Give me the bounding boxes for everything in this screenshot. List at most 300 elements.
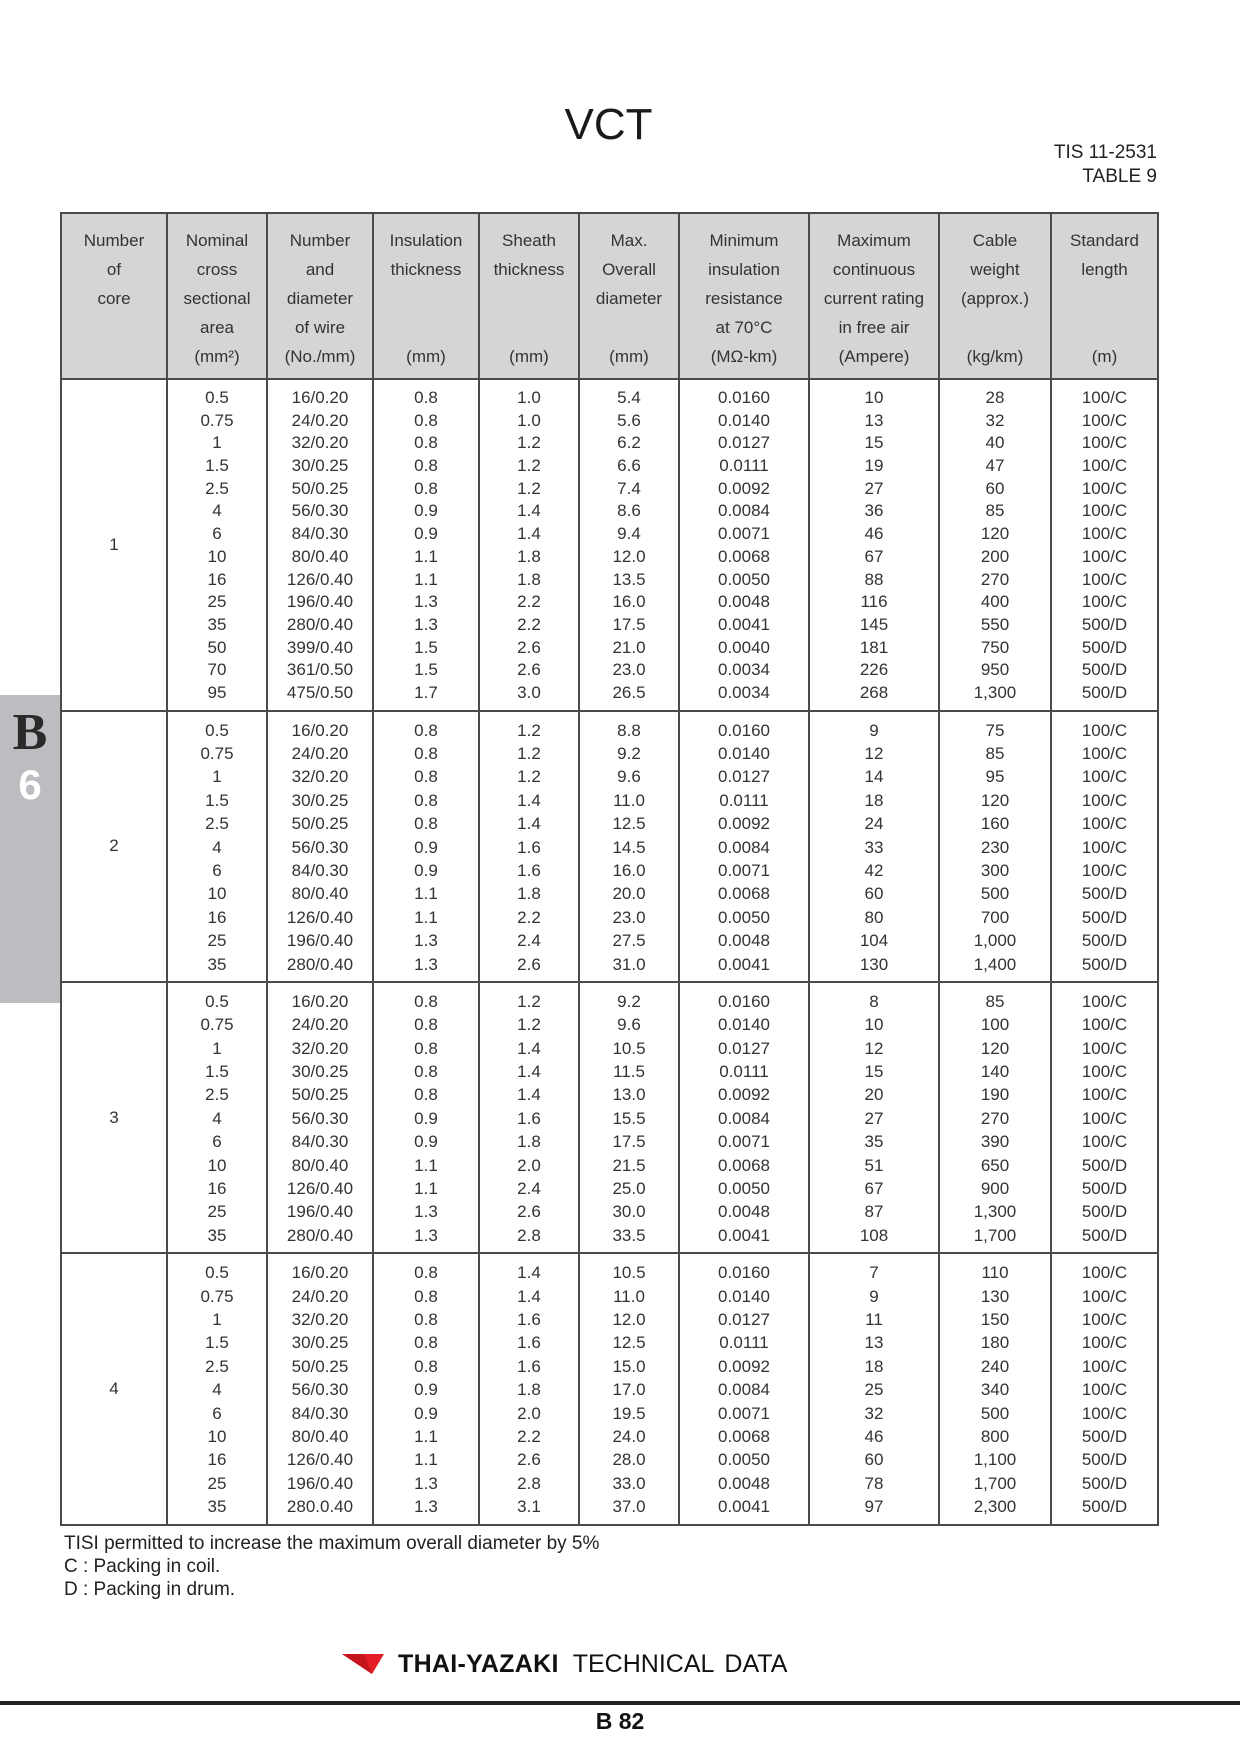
sheath-value: 1.8 <box>517 1132 541 1152</box>
header-line: current rating <box>823 289 925 308</box>
note-diameter-tolerance: TISI permitted to increase the maximum overall diameter by 5% <box>64 1533 600 1554</box>
weight-value: 75 <box>985 720 1005 740</box>
insulation-value: 1.5 <box>414 637 438 657</box>
resistance-value: 0.0071 <box>718 524 770 544</box>
diameter-value: 17.5 <box>612 1132 646 1152</box>
weight-value: 240 <box>980 1356 1010 1376</box>
area-value: 10 <box>207 884 227 904</box>
header-line: Cable <box>972 231 1018 250</box>
insulation-value: 0.8 <box>414 1310 438 1329</box>
resistance-value: 0.0084 <box>718 1108 770 1128</box>
resistance-value: 0.0111 <box>719 1062 769 1082</box>
header-line: Overall <box>602 260 656 279</box>
diameter-value-list <box>580 712 678 981</box>
weight-value: 85 <box>985 501 1005 521</box>
current-value: 27 <box>864 478 884 498</box>
insulation-cell <box>373 982 479 1253</box>
diameter-value: 11.0 <box>613 790 645 810</box>
weight-value: 120 <box>980 1038 1010 1058</box>
insulation-value: 0.8 <box>414 790 438 810</box>
wire-value: 196/0.40 <box>286 931 354 951</box>
section-tab-letter: B <box>12 704 48 761</box>
current-cell <box>809 711 939 982</box>
diameter-value: 26.5 <box>612 682 646 702</box>
header-line: length <box>1081 260 1128 279</box>
insulation-value: 1.1 <box>414 1179 438 1199</box>
diameter-value: 21.0 <box>612 637 646 657</box>
sheath-value: 1.8 <box>517 1380 541 1400</box>
weight-value: 110 <box>981 1263 1009 1283</box>
insulation-value: 1.7 <box>414 682 438 702</box>
area-value: 1 <box>212 1310 222 1329</box>
sheath-value: 1.6 <box>517 1333 541 1353</box>
current-value: 97 <box>864 1497 884 1517</box>
core-group-2 <box>61 711 1158 982</box>
wire-value: 80/0.40 <box>291 546 349 566</box>
diameter-value: 27.5 <box>612 931 646 951</box>
insulation-value: 1.5 <box>414 660 438 680</box>
header-line: and <box>305 260 335 279</box>
insulation-value: 0.8 <box>414 433 438 453</box>
resistance-value: 0.0160 <box>718 388 770 407</box>
wire-value: 16/0.20 <box>291 388 349 407</box>
diameter-value: 33.5 <box>612 1225 646 1245</box>
sheath-value: 1.8 <box>517 546 541 566</box>
weight-value-list <box>940 712 1050 981</box>
resistance-value: 0.0068 <box>718 1155 770 1175</box>
sheath-value: 1.4 <box>517 1038 541 1058</box>
area-value: 2.5 <box>205 478 229 498</box>
insulation-value: 1.3 <box>414 1497 438 1517</box>
insulation-value: 0.9 <box>414 1403 438 1423</box>
length-value-list <box>1052 983 1157 1252</box>
resistance-value: 0.0041 <box>718 954 770 974</box>
diameter-value: 9.4 <box>617 524 641 544</box>
header-line: Sheath <box>502 231 556 250</box>
diameter-value: 30.0 <box>612 1202 646 1222</box>
wire-cell <box>267 379 373 711</box>
resistance-value-list <box>680 380 808 710</box>
area-value: 2.5 <box>205 1356 229 1376</box>
insulation-value: 1.1 <box>414 546 438 566</box>
core-count-cell: 3 <box>61 982 167 1253</box>
header-line: Number <box>83 231 145 250</box>
area-value: 2.5 <box>205 1085 229 1105</box>
length-value: 500/D <box>1081 1179 1128 1199</box>
area-value: 10 <box>207 1426 227 1446</box>
resistance-value: 0.0040 <box>718 637 770 657</box>
insulation-value: 1.1 <box>414 1450 438 1470</box>
header-nominal-area <box>167 213 267 379</box>
insulation-value: 1.1 <box>414 569 438 589</box>
wire-value: 84/0.30 <box>291 524 349 544</box>
current-value-list <box>810 712 938 981</box>
diameter-value: 8.6 <box>617 501 641 521</box>
area-value: 4 <box>212 1108 222 1128</box>
insulation-value: 0.8 <box>414 456 438 476</box>
sheath-value: 2.6 <box>517 1202 541 1222</box>
resistance-cell <box>679 379 809 711</box>
header-line: thickness <box>493 260 565 279</box>
wire-value-list <box>268 983 372 1252</box>
weight-value: 140 <box>980 1062 1010 1082</box>
area-value: 0.75 <box>200 410 234 430</box>
weight-value-list <box>940 1254 1050 1523</box>
resistance-value: 0.0127 <box>718 433 770 453</box>
red-chevron-logo-icon <box>342 1652 384 1676</box>
vct-spec-table <box>60 212 1159 1526</box>
weight-cell <box>939 711 1051 982</box>
sheath-value-list <box>480 380 578 710</box>
length-value: 100/C <box>1081 1038 1128 1058</box>
header-line: (mm²) <box>194 347 240 366</box>
header-line: at 70°C <box>715 318 773 337</box>
weight-value: 1,300 <box>973 1202 1017 1222</box>
diameter-value: 12.0 <box>612 1310 646 1329</box>
current-value: 13 <box>864 410 884 430</box>
diameter-value: 11.5 <box>613 1062 645 1082</box>
sheath-value: 1.4 <box>517 790 541 810</box>
weight-value: 300 <box>980 860 1010 880</box>
header-number-of-core <box>61 213 167 379</box>
current-value-list <box>810 983 938 1252</box>
insulation-value: 1.3 <box>414 614 438 634</box>
sheath-value: 2.2 <box>517 614 541 634</box>
diameter-value: 5.6 <box>617 410 641 430</box>
current-value: 104 <box>859 931 889 951</box>
current-value: 67 <box>864 546 884 566</box>
sheath-value: 1.4 <box>517 1085 541 1105</box>
weight-value: 1,700 <box>973 1473 1017 1493</box>
weight-value: 120 <box>980 790 1010 810</box>
resistance-value: 0.0084 <box>718 837 770 857</box>
resistance-value: 0.0140 <box>718 1286 770 1306</box>
wire-value: 24/0.20 <box>291 1286 349 1306</box>
header-overall-diameter <box>579 213 679 379</box>
sheath-value: 1.4 <box>517 1286 541 1306</box>
sheath-cell <box>479 982 579 1253</box>
area-value: 16 <box>207 1450 227 1470</box>
weight-value: 40 <box>985 433 1005 453</box>
weight-cell <box>939 982 1051 1253</box>
area-value: 25 <box>207 592 227 612</box>
sheath-value: 1.2 <box>517 720 541 740</box>
current-value: 14 <box>864 767 884 787</box>
length-value: 100/C <box>1081 744 1128 764</box>
weight-value-list <box>940 380 1050 710</box>
area-cell <box>167 379 267 711</box>
wire-cell <box>267 1253 373 1524</box>
wire-value: 50/0.25 <box>291 478 349 498</box>
current-value: 46 <box>864 1426 884 1446</box>
diameter-value: 10.5 <box>612 1038 646 1058</box>
resistance-value: 0.0160 <box>718 991 770 1011</box>
area-value: 2.5 <box>205 814 229 834</box>
area-cell <box>167 982 267 1253</box>
area-value: 0.75 <box>200 1286 234 1306</box>
wire-value: 32/0.20 <box>291 1038 349 1058</box>
insulation-value: 1.1 <box>414 884 438 904</box>
header-line: (mm) <box>406 347 446 366</box>
length-value: 500/D <box>1081 954 1128 974</box>
table-number: TABLE 9 <box>1082 166 1157 187</box>
brand-name: THAI-YAZAKI <box>398 1649 559 1678</box>
sheath-cell <box>479 1253 579 1524</box>
wire-value-list <box>268 380 372 710</box>
wire-value: 126/0.40 <box>286 1179 354 1199</box>
current-value: 11 <box>865 1310 883 1329</box>
length-cell <box>1051 1253 1158 1524</box>
note-drum-packing: D : Packing in drum. <box>64 1579 236 1600</box>
current-value: 42 <box>864 860 884 880</box>
weight-value: 95 <box>985 767 1005 787</box>
wire-value: 280/0.40 <box>286 614 354 634</box>
area-value: 1 <box>212 1038 222 1058</box>
wire-value: 30/0.25 <box>291 456 349 476</box>
diameter-value: 31.0 <box>612 954 646 974</box>
diameter-value: 17.0 <box>612 1380 646 1400</box>
length-value: 100/C <box>1081 1333 1128 1353</box>
length-value: 500/D <box>1081 1426 1128 1446</box>
current-value: 27 <box>864 1108 884 1128</box>
resistance-value: 0.0092 <box>718 1085 770 1105</box>
weight-value: 900 <box>980 1179 1010 1199</box>
weight-cell <box>939 379 1051 711</box>
weight-value: 400 <box>980 592 1010 612</box>
wire-value: 126/0.40 <box>286 907 354 927</box>
weight-value: 1,300 <box>973 682 1017 702</box>
resistance-value: 0.0092 <box>718 814 770 834</box>
diameter-cell <box>579 982 679 1253</box>
resistance-value: 0.0034 <box>718 660 770 680</box>
weight-value: 700 <box>980 907 1010 927</box>
sheath-value: 1.8 <box>517 569 541 589</box>
length-value: 100/C <box>1081 569 1128 589</box>
length-value: 100/C <box>1081 478 1128 498</box>
weight-value: 150 <box>980 1310 1010 1329</box>
diameter-cell <box>579 711 679 982</box>
length-value: 500/D <box>1081 907 1128 927</box>
insulation-value: 0.9 <box>414 524 438 544</box>
length-value: 500/D <box>1081 1450 1128 1470</box>
resistance-value: 0.0050 <box>718 569 770 589</box>
insulation-value: 0.8 <box>414 744 438 764</box>
insulation-value-list <box>374 712 478 981</box>
wire-value: 475/0.50 <box>286 682 354 702</box>
diameter-value: 9.2 <box>617 991 641 1011</box>
weight-value: 1,400 <box>973 954 1017 974</box>
length-value-list <box>1052 380 1157 710</box>
resistance-value-list <box>680 983 808 1252</box>
area-value: 25 <box>207 1473 227 1493</box>
area-value: 6 <box>212 860 222 880</box>
wire-value: 126/0.40 <box>286 569 354 589</box>
length-value: 100/C <box>1081 546 1128 566</box>
resistance-value: 0.0160 <box>718 1263 770 1283</box>
diameter-cell <box>579 1253 679 1524</box>
wire-value: 24/0.20 <box>291 410 349 430</box>
resistance-value: 0.0050 <box>718 1179 770 1199</box>
header-line: (mm) <box>609 347 649 366</box>
insulation-value: 0.8 <box>414 388 438 407</box>
current-cell <box>809 379 939 711</box>
diameter-value: 33.0 <box>612 1473 646 1493</box>
wire-value: 56/0.30 <box>291 1380 349 1400</box>
diameter-value: 16.0 <box>612 592 646 612</box>
length-value: 500/D <box>1081 1202 1128 1222</box>
core-group-1 <box>61 379 1158 711</box>
wire-value: 16/0.20 <box>291 1263 349 1283</box>
wire-value: 361/0.50 <box>286 660 354 680</box>
diameter-value: 12.0 <box>612 546 646 566</box>
length-value: 500/D <box>1081 884 1128 904</box>
length-value: 100/C <box>1081 433 1128 453</box>
current-value: 80 <box>864 907 884 927</box>
resistance-cell <box>679 1253 809 1524</box>
weight-value: 500 <box>980 884 1010 904</box>
diameter-value: 13.0 <box>612 1085 646 1105</box>
current-value: 18 <box>864 1356 884 1376</box>
table-header-row <box>61 213 1158 379</box>
wire-value: 196/0.40 <box>286 1202 354 1222</box>
header-line: insulation <box>708 260 780 279</box>
sheath-value: 3.0 <box>517 682 541 702</box>
weight-value: 1,000 <box>973 931 1017 951</box>
area-value: 4 <box>212 837 222 857</box>
current-value: 10 <box>864 388 884 407</box>
weight-value: 650 <box>980 1155 1010 1175</box>
wire-value: 196/0.40 <box>286 1473 354 1493</box>
length-value: 100/C <box>1081 1403 1128 1423</box>
length-value: 100/C <box>1081 1108 1128 1128</box>
header-line: (Ampere) <box>838 347 910 366</box>
header-line: Standard <box>1070 231 1139 250</box>
weight-value-list <box>940 983 1050 1252</box>
weight-value: 550 <box>980 614 1010 634</box>
diameter-value: 6.6 <box>617 456 641 476</box>
sheath-value: 1.6 <box>517 860 541 880</box>
resistance-value: 0.0127 <box>718 1038 770 1058</box>
insulation-value-list <box>374 983 478 1252</box>
area-cell <box>167 1253 267 1524</box>
sheath-value: 1.2 <box>517 478 541 498</box>
diameter-value: 21.5 <box>612 1155 646 1175</box>
core-group-4 <box>61 1253 1158 1524</box>
footer-divider <box>0 1701 1240 1705</box>
resistance-value: 0.0111 <box>719 790 769 810</box>
resistance-value: 0.0092 <box>718 1356 770 1376</box>
insulation-value: 0.9 <box>414 1380 438 1400</box>
sheath-value: 3.1 <box>517 1497 541 1517</box>
length-value: 100/C <box>1081 592 1128 612</box>
wire-value: 84/0.30 <box>291 1132 349 1152</box>
area-value-list <box>168 380 266 710</box>
sheath-value: 2.4 <box>517 931 541 951</box>
header-line: core <box>97 289 131 308</box>
header-line: Max. <box>610 231 648 250</box>
diameter-value: 24.0 <box>612 1426 646 1446</box>
current-value-list <box>810 380 938 710</box>
header-line: of <box>106 260 122 279</box>
current-value: 60 <box>864 1450 884 1470</box>
wire-value: 80/0.40 <box>291 1426 349 1446</box>
core-count-cell: 1 <box>61 379 167 711</box>
resistance-value: 0.0140 <box>718 1015 770 1035</box>
sheath-value: 1.0 <box>517 388 541 407</box>
weight-value: 800 <box>980 1426 1010 1446</box>
header-line: (m) <box>1091 347 1118 366</box>
current-value: 32 <box>864 1403 884 1423</box>
sheath-value: 2.2 <box>517 907 541 927</box>
weight-value: 390 <box>980 1132 1010 1152</box>
resistance-value-list <box>680 1254 808 1523</box>
diameter-value: 28.0 <box>612 1450 646 1470</box>
length-value: 500/D <box>1081 931 1128 951</box>
diameter-value: 20.0 <box>612 884 646 904</box>
sheath-value: 1.6 <box>517 1108 541 1128</box>
current-value-list <box>810 1254 938 1523</box>
diameter-value: 12.5 <box>612 1333 646 1353</box>
resistance-value: 0.0127 <box>718 1310 770 1329</box>
weight-value: 100 <box>980 1015 1010 1035</box>
current-value: 12 <box>864 744 884 764</box>
sheath-value: 1.2 <box>517 433 541 453</box>
weight-value: 950 <box>980 660 1010 680</box>
resistance-value: 0.0068 <box>718 1426 770 1446</box>
insulation-value: 1.3 <box>414 1473 438 1493</box>
current-value: 36 <box>864 501 884 521</box>
resistance-value: 0.0092 <box>718 478 770 498</box>
wire-value: 399/0.40 <box>286 637 354 657</box>
resistance-value: 0.0111 <box>719 1333 769 1353</box>
length-value: 100/C <box>1081 388 1128 407</box>
header-line: area <box>199 318 235 337</box>
sheath-value: 1.6 <box>517 1356 541 1376</box>
current-value: 9 <box>869 720 879 740</box>
area-value: 1.5 <box>205 456 229 476</box>
length-value: 100/C <box>1081 524 1128 544</box>
wire-value: 196/0.40 <box>286 592 354 612</box>
area-value: 35 <box>207 954 227 974</box>
current-value: 60 <box>864 884 884 904</box>
current-value: 87 <box>864 1202 884 1222</box>
insulation-value: 1.1 <box>414 1426 438 1446</box>
header-insulation-resistance <box>679 213 809 379</box>
diameter-value: 13.5 <box>612 569 646 589</box>
table-notes <box>64 1532 599 1601</box>
insulation-value-list <box>374 1254 478 1523</box>
area-value: 16 <box>207 569 227 589</box>
sheath-value: 1.4 <box>517 1263 541 1283</box>
current-value: 181 <box>859 637 889 657</box>
wire-value: 32/0.20 <box>291 767 349 787</box>
area-value: 4 <box>212 1380 222 1400</box>
current-value: 19 <box>864 456 884 476</box>
weight-value: 85 <box>985 991 1005 1011</box>
area-value: 25 <box>207 1202 227 1222</box>
insulation-value: 0.8 <box>414 720 438 740</box>
header-line: resistance <box>705 289 783 308</box>
wire-value: 56/0.30 <box>291 501 349 521</box>
wire-value: 24/0.20 <box>291 744 349 764</box>
sheath-value: 2.6 <box>517 637 541 657</box>
length-value-list <box>1052 712 1157 981</box>
sheath-value: 1.4 <box>517 1062 541 1082</box>
current-value: 116 <box>860 592 888 612</box>
insulation-value: 0.9 <box>414 501 438 521</box>
wire-value: 80/0.40 <box>291 884 349 904</box>
insulation-value: 0.8 <box>414 1015 438 1035</box>
